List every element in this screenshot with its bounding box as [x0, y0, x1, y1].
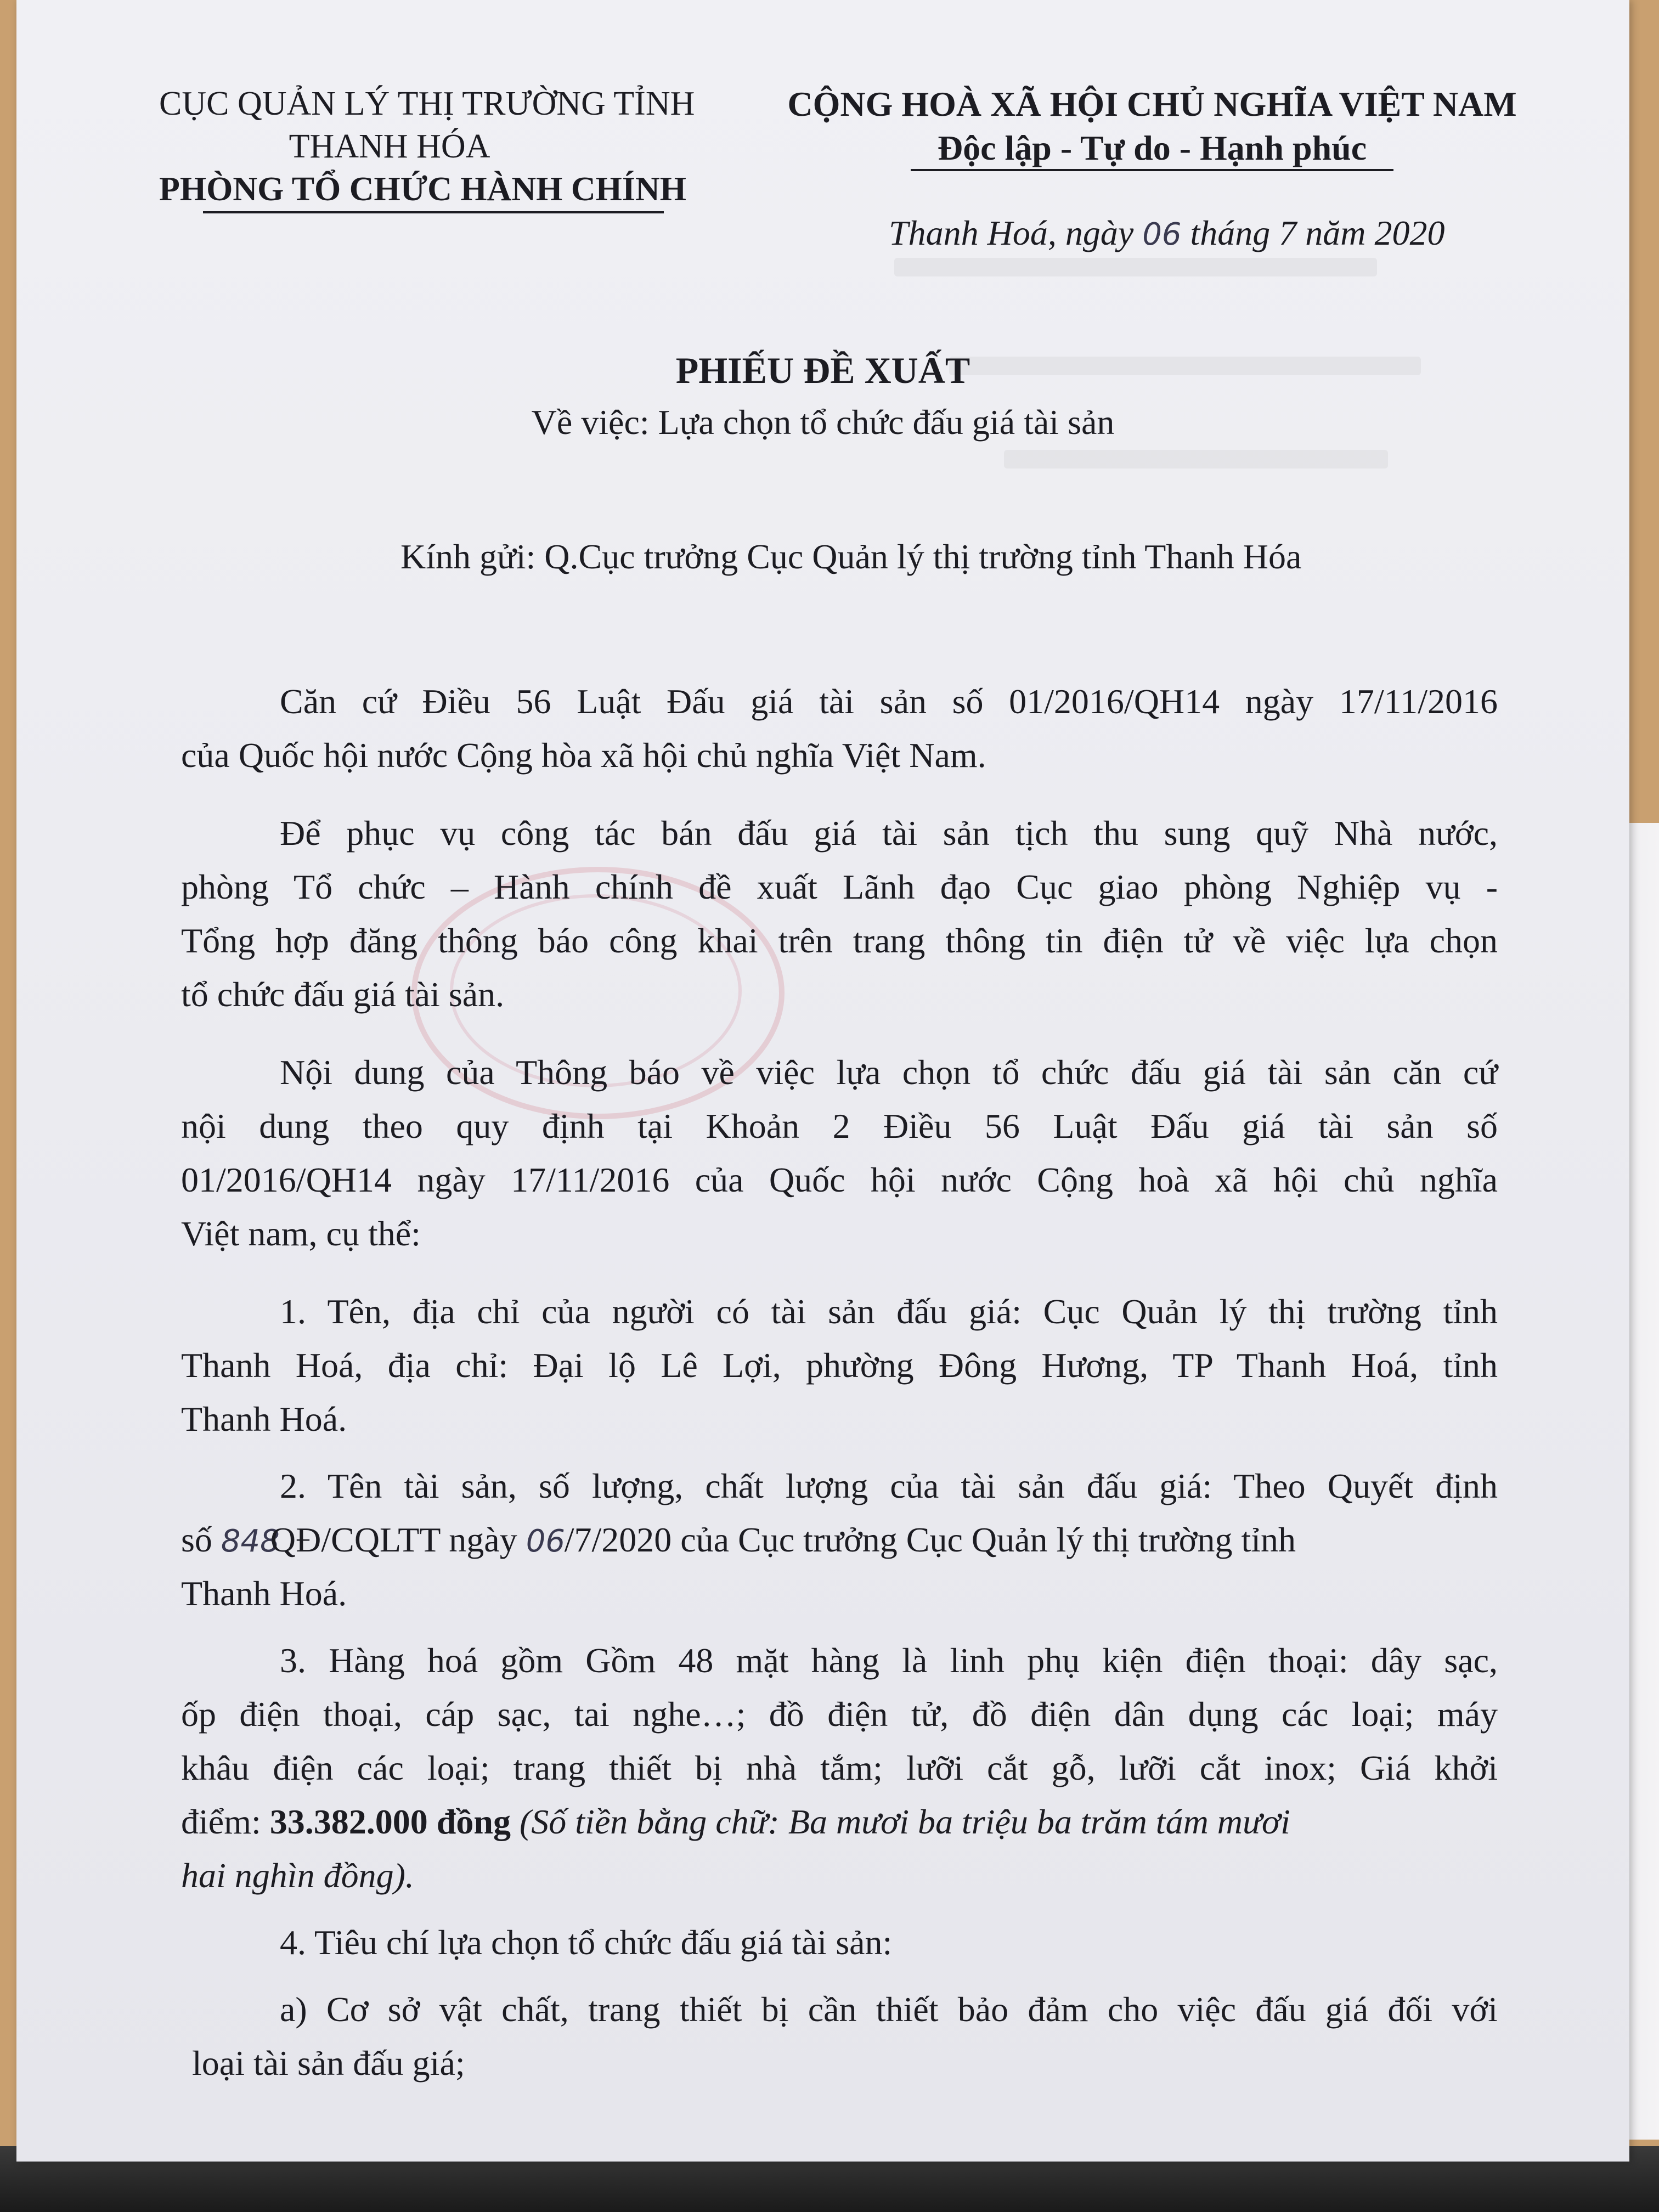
list-item-2-line	[181, 1513, 1296, 1568]
bleed-through-mark	[894, 258, 1377, 276]
date-prefix: Thanh Hoá, ngày	[889, 213, 1134, 252]
list-item-3-line: hai nghìn đồng).	[181, 1856, 414, 1895]
list-item-3-line: 3. Hàng hoá gồm Gồm 48 mặt hàng là linh phụ kiện điện thoại: dây sạc,	[280, 1641, 1498, 1680]
document-title: PHIẾU ĐỀ XUẤT	[675, 349, 970, 391]
sub-item-a-line: loại tài sản đấu giá;	[192, 2044, 465, 2083]
header-right-national	[774, 82, 1531, 170]
price-in-words: (Số tiền bằng chữ: Ba mươi ba triệu ba trăm tám mươi	[519, 1802, 1290, 1841]
recipient-line: Kính gửi: Q.Cục trưởng Cục Quản lý thị trường tỉnh Thanh Hóa	[400, 537, 1302, 576]
text-fragment: /7/2020 của Cục trưởng Cục Quản lý thị trường tỉnh	[564, 1520, 1296, 1559]
list-item-1-line: Thanh Hoá.	[181, 1400, 347, 1438]
body-line: nội dung theo quy định tại Khoản 2 Điều 56 Luật Đấu giá tài sản số	[181, 1107, 1498, 1146]
body-line: Căn cứ Điều 56 Luật Đấu giá tài sản số 01/2016/QH14 ngày 17/11/2016	[280, 682, 1498, 721]
starting-price: 33.382.000 đồng	[269, 1802, 511, 1841]
list-item-4-line: 4. Tiêu chí lựa chọn tổ chức đấu giá tài sản:	[280, 1923, 893, 1962]
list-item-1-line: Thanh Hoá, địa chỉ: Đại lộ Lê Lợi, phường Đông Hương, TP Thanh Hoá, tỉnh	[181, 1346, 1498, 1385]
department-underline	[203, 211, 664, 213]
date-day-handwritten: 06	[1142, 217, 1182, 252]
department-name: PHÒNG TỔ CHỨC HÀNH CHÍNH	[159, 171, 687, 208]
body-line: tổ chức đấu giá tài sản.	[181, 975, 505, 1014]
agency-line-2: THANH HÓA	[289, 128, 490, 165]
decision-number-handwritten: 848	[221, 1523, 280, 1559]
agency-line-1: CỤC QUẢN LÝ THỊ TRƯỜNG TỈNH	[159, 85, 695, 122]
body-line: Nội dung của Thông báo về việc lựa chọn tổ chức đấu giá tài sản căn cứ	[280, 1053, 1498, 1092]
document-subject: Về việc: Lựa chọn tổ chức đấu giá tài sản	[531, 403, 1115, 442]
text-fragment: điểm:	[181, 1802, 261, 1841]
header-left-agency	[159, 82, 695, 211]
body-line: Để phục vụ công tác bán đấu giá tài sản tịch thu sung quỹ Nhà nước,	[280, 814, 1498, 853]
list-item-3-line: khâu điện các loại; trang thiết bị nhà tắm; lưỡi cắt gỗ, lưỡi cắt inox; Giá khởi	[181, 1748, 1498, 1787]
list-item-1-line: 1. Tên, địa chỉ của người có tài sản đấu giá: Cục Quản lý thị trường tỉnh	[280, 1292, 1498, 1331]
body-line: của Quốc hội nước Cộng hòa xã hội chủ nghĩa Việt Nam.	[181, 736, 986, 775]
date-line	[889, 208, 1444, 259]
bleed-through-mark	[1004, 450, 1388, 469]
body-line: Tổng hợp đăng thông báo công khai trên trang thông tin điện tử về việc lựa chọn	[181, 921, 1498, 960]
list-item-2-line: Thanh Hoá.	[181, 1574, 347, 1613]
body-line: 01/2016/QH14 ngày 17/11/2016 của Quốc hội nước Cộng hoà xã hội chủ nghĩa	[181, 1160, 1498, 1199]
text-fragment: số	[181, 1520, 212, 1559]
body-line: Việt nam, cụ thể:	[181, 1214, 421, 1253]
list-item-2-line: 2. Tên tài sản, số lượng, chất lượng của tài sản đấu giá: Theo Quyết định	[280, 1466, 1498, 1505]
document-page	[16, 0, 1629, 2162]
decision-day-handwritten: 06	[526, 1523, 565, 1559]
date-suffix: tháng 7 năm 2020	[1190, 213, 1445, 252]
motto-underline	[911, 169, 1393, 171]
text-fragment: QĐ/CQLTT ngày	[270, 1520, 517, 1559]
body-line: phòng Tổ chức – Hành chính đề xuất Lãnh đạo Cục giao phòng Nghiệp vụ -	[181, 867, 1498, 906]
sub-item-a-line: a) Cơ sở vật chất, trang thiết bị cần thiết bảo đảm cho việc đấu giá đối với	[280, 1990, 1498, 2029]
list-item-3-line	[181, 1795, 1290, 1849]
list-item-3-line: ốp điện thoại, cáp sạc, tai nghe…; đồ điện tử, đồ điện dân dụng các loại; máy	[181, 1695, 1498, 1734]
national-title: CỘNG HOÀ XÃ HỘI CHỦ NGHĨA VIỆT NAM	[787, 84, 1517, 123]
national-motto: Độc lập - Tự do - Hạnh phúc	[937, 128, 1367, 167]
